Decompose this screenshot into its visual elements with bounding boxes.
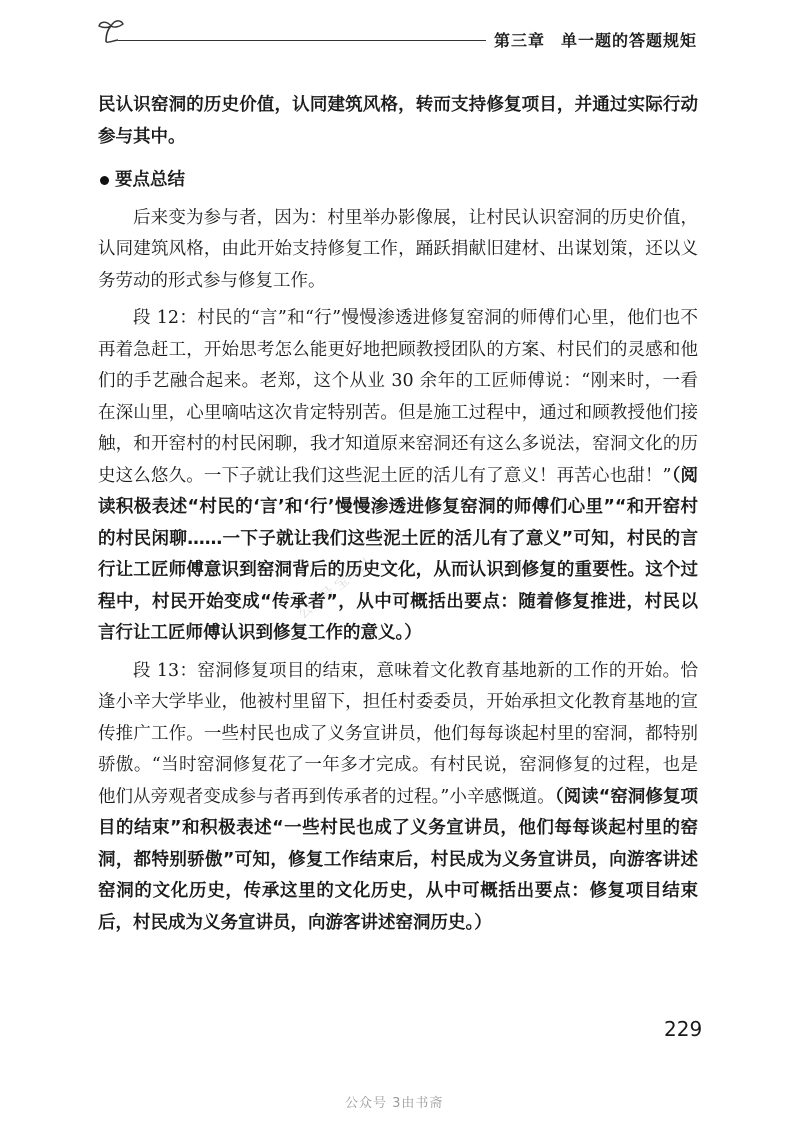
- summary-heading-text: 要点总结: [115, 170, 185, 190]
- paragraph-12-analysis: （阅读积极表述“村民的‘言’和‘行’慢慢渗透进修复窑洞的师傅们心里”“和开窑村的村民闲聊……一下子就让我们这些泥土匠的活儿有了意义”可知，村民的言行让工匠师傅意识到窑洞背后的历史文化，从而认识到修复的重要性。这个过程中，村民开始变成“传承者”，从中可概括出要点：随着修复推进，村民以言行让工匠师傅认识到修复工作的意义。）: [98, 465, 699, 643]
- chapter-title: 单一题的答题规矩: [561, 31, 698, 50]
- paragraph-13-analysis: （阅读“窑洞修复项目的结束”和积极表述“一些村民也成了义务宣讲员，他们每每谈起村里的窑洞，都特别骄傲”可知，修复工作结束后，村民成为义务宣讲员，向游客讲述窑洞的文化历史，传承这里的文化历史，从中可概括出要点：修复项目结束后，村民成为义务宣讲员，向游客讲述窑洞历史。）: [98, 786, 698, 933]
- paragraph-13: [98, 656, 698, 940]
- summary-heading: [100, 165, 698, 197]
- page-content: [98, 90, 698, 939]
- chapter-label: 第三章: [494, 31, 546, 50]
- page-number: 229: [664, 1017, 703, 1041]
- summary-paragraph: 后来变为参与者，因为：村里举办影像展，让村民认识窑洞的历史价值，认同建筑风格，由此开始支持修复工作，踊跃捐献旧建材、出谋划策，还以义务劳动的形式参与修复工作。: [98, 207, 698, 291]
- footer-watermark: 公众号 3由书斋: [345, 1096, 444, 1111]
- chapter-header: [494, 28, 697, 51]
- header-rule: [118, 40, 486, 41]
- watermark: 公众号 宝可以: [295, 555, 375, 623]
- paragraph-13-text: 段 13：窑洞修复项目的结束，意味着文化教育基地新的工作的开始。恰逢小辛大学毕业，他被村里留下，担任村委委员，开始承担文化教育基地的宣传推广工作。一些村民也成了义务宣讲员，他们每每谈起村里的窑洞，都特别骄傲。“当时窑洞修复花了一年多才完成。有村民说，窑洞修复的过程，也是他们从旁观者变成参与者再到传承者的过程。”小辛感慨道。: [98, 660, 698, 807]
- paragraph-12-text: 段 12：村民的“言”和“行”慢慢渗透进修复窑洞的师傅们心里，他们也不再着急赶工，开始思考怎么能更好地把顾教授团队的方案、村民们的灵感和他们的手艺融合起来。老郑，这个从业 30 余年的工匠师傅说：“刚来时，一看在深山里，心里嘀咕这次肯定特别苦。但是施工过程中，通过和顾教授他们接触，和开窑村的村民闲聊，我才知道原来窑洞还有这么多说法，窑洞文化的历史这么悠久。一下子就让我们这些泥土匠的活儿有了意义！再苦心也甜！”: [98, 308, 698, 486]
- bullet-icon: [100, 176, 109, 185]
- paragraph-12: [98, 303, 698, 650]
- leaf-sprout-icon: [96, 16, 126, 46]
- intro-line: 民认识窑洞的历史价值，认同建筑风格，转而支持修复项目，并通过实际行动参与其中。: [98, 95, 698, 147]
